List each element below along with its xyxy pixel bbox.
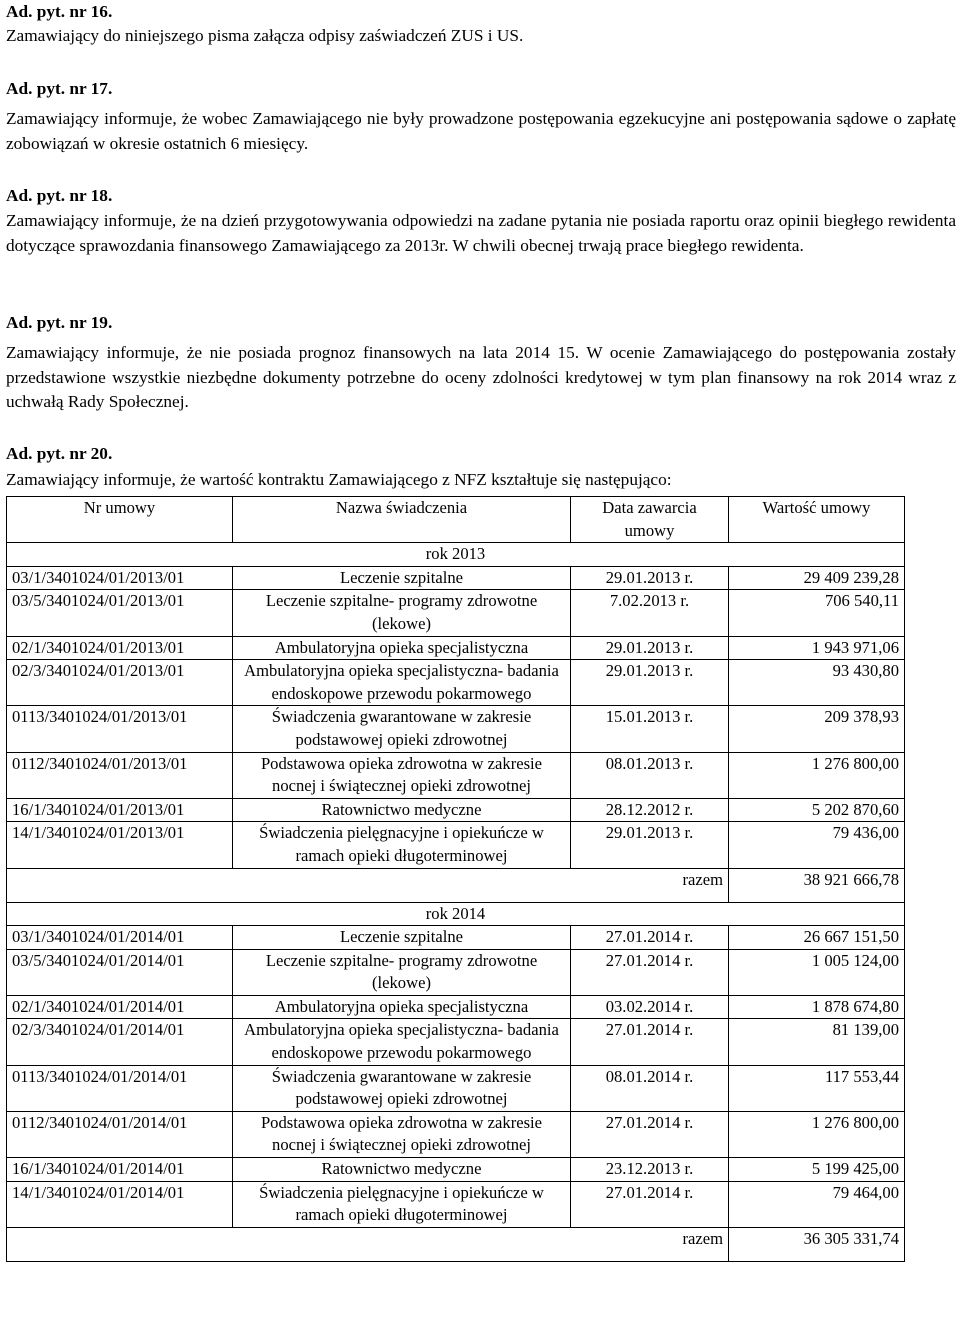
service-name-cell: Ratownictwo medyczne (233, 1158, 571, 1182)
year-row-2014 (7, 902, 905, 926)
contract-number-cell: 02/3/3401024/01/2014/01 (7, 1019, 233, 1065)
table-row (7, 1065, 905, 1111)
contract-value-cell: 79 436,00 (729, 822, 905, 868)
service-name-cell: Ambulatoryjna opieka specjalistyczna (233, 995, 571, 1019)
contract-number-cell: 02/1/3401024/01/2014/01 (7, 995, 233, 1019)
table-sum-2014 (7, 1227, 905, 1261)
sum-label-2014: razem (7, 1227, 729, 1261)
contract-value-cell: 93 430,80 (729, 660, 905, 706)
service-name-cell: Ambulatoryjna opieka specjalistyczna- badania endoskopowe przewodu pokarmowego (233, 660, 571, 706)
contract-value-cell: 5 199 425,00 (729, 1158, 905, 1182)
contract-value-cell: 1 005 124,00 (729, 949, 905, 995)
table-row (7, 636, 905, 660)
table-rows-2014 (7, 926, 905, 1228)
service-name-cell: Świadczenia pielęgnacyjne i opiekuńcze w ramach opieki długoterminowej (233, 822, 571, 868)
service-name-cell: Świadczenia gwarantowane w zakresie podstawowej opieki zdrowotnej (233, 1065, 571, 1111)
contract-date-cell: 29.01.2013 r. (571, 636, 729, 660)
contract-date-cell: 15.01.2013 r. (571, 706, 729, 752)
contract-number-cell: 03/1/3401024/01/2013/01 (7, 566, 233, 590)
service-name-cell: Ambulatoryjna opieka specjalistyczna (233, 636, 571, 660)
table-row (7, 590, 905, 636)
table-row (7, 660, 905, 706)
service-name-cell: Leczenie szpitalne- programy zdrowotne (lekowe) (233, 590, 571, 636)
header-data-zawarcia: Data zawarcia umowy (571, 497, 729, 543)
table-row (7, 926, 905, 950)
contract-value-cell: 5 202 870,60 (729, 798, 905, 822)
contract-number-cell: 02/1/3401024/01/2013/01 (7, 636, 233, 660)
sum-label-2013: razem (7, 868, 729, 902)
service-name-cell: Leczenie szpitalne (233, 926, 571, 950)
contract-value-cell: 1 276 800,00 (729, 752, 905, 798)
service-name-cell: Leczenie szpitalne- programy zdrowotne (lekowe) (233, 949, 571, 995)
contract-value-cell: 29 409 239,28 (729, 566, 905, 590)
sum-row-2013 (7, 868, 905, 902)
sum-value-2014: 36 305 331,74 (729, 1227, 905, 1261)
sum-value-2013: 38 921 666,78 (729, 868, 905, 902)
contract-date-cell: 29.01.2013 r. (571, 566, 729, 590)
service-name-cell: Podstawowa opieka zdrowotna w zakresie nocnej i świątecznej opieki zdrowotnej (233, 752, 571, 798)
contract-number-cell: 0112/3401024/01/2014/01 (7, 1111, 233, 1157)
year-label-2013: rok 2013 (7, 543, 905, 567)
year-label-2014: rok 2014 (7, 902, 905, 926)
section-20-heading: Ad. pyt. nr 20. (6, 444, 113, 463)
section-17-heading: Ad. pyt. nr 17. (6, 79, 113, 98)
section-17-text: Zamawiający informuje, że wobec Zamawiającego nie były prowadzone postępowania egzekucyjne ani postępowania sądowe o zapłatę zobowiązań w okresie ostatnich 6 miesięcy. (6, 109, 956, 153)
service-name-cell: Świadczenia pielęgnacyjne i opiekuńcze w ramach opieki długoterminowej (233, 1181, 571, 1227)
service-name-cell: Leczenie szpitalne (233, 566, 571, 590)
contract-date-cell: 7.02.2013 r. (571, 590, 729, 636)
contract-value-cell: 117 553,44 (729, 1065, 905, 1111)
header-nr-umowy: Nr umowy (7, 497, 233, 543)
section-18-text: Zamawiający informuje, że na dzień przygotowywania odpowiedzi na zadane pytania nie posiada raportu oraz opinii biegłego rewidenta dotyczące sprawozdania finansowego Zamawiającego za 2013r. W chwili obecnej trwają prace biegłego rewidenta. (6, 211, 956, 255)
contract-value-cell: 26 667 151,50 (729, 926, 905, 950)
table-row (7, 798, 905, 822)
table-row (7, 1019, 905, 1065)
contract-number-cell: 16/1/3401024/01/2013/01 (7, 798, 233, 822)
contract-date-cell: 27.01.2014 r. (571, 1181, 729, 1227)
table-row (7, 822, 905, 868)
section-19-text: Zamawiający informuje, że nie posiada prognoz finansowych na lata 2014 15. W ocenie Zamawiającego do postępowania zostały przedstawione wszystkie niezbędne dokumenty potrzebne do oceny zdolności kredytowej w tym plan finansowy na rok 2014 wraz z uchwałą Rady Społecznej. (6, 343, 956, 411)
nfz-contracts-table (6, 496, 905, 1262)
contract-date-cell: 08.01.2014 r. (571, 1065, 729, 1111)
table-row (7, 1181, 905, 1227)
contract-value-cell: 81 139,00 (729, 1019, 905, 1065)
contract-number-cell: 14/1/3401024/01/2013/01 (7, 822, 233, 868)
section-16-text: Zamawiający do niniejszego pisma załącza odpisy zaświadczeń ZUS i US. (6, 26, 524, 45)
service-name-cell: Ambulatoryjna opieka specjalistyczna- badania endoskopowe przewodu pokarmowego (233, 1019, 571, 1065)
section-19-heading: Ad. pyt. nr 19. (6, 313, 113, 332)
contract-date-cell: 03.02.2014 r. (571, 995, 729, 1019)
contract-date-cell: 23.12.2013 r. (571, 1158, 729, 1182)
contract-value-cell: 79 464,00 (729, 1181, 905, 1227)
contract-value-cell: 1 878 674,80 (729, 995, 905, 1019)
contract-date-cell: 27.01.2014 r. (571, 1111, 729, 1157)
section-18-heading: Ad. pyt. nr 18. (6, 186, 113, 205)
sum-row-2014 (7, 1227, 905, 1261)
contract-date-cell: 27.01.2014 r. (571, 1019, 729, 1065)
table-header-row (7, 497, 905, 543)
table-row (7, 995, 905, 1019)
section-16-heading: Ad. pyt. nr 16. (6, 2, 113, 21)
service-name-cell: Podstawowa opieka zdrowotna w zakresie nocnej i świątecznej opieki zdrowotnej (233, 1111, 571, 1157)
contract-date-cell: 29.01.2013 r. (571, 822, 729, 868)
contract-number-cell: 02/3/3401024/01/2013/01 (7, 660, 233, 706)
contract-number-cell: 16/1/3401024/01/2014/01 (7, 1158, 233, 1182)
section-20-text: Zamawiający informuje, że wartość kontraktu Zamawiającego z NFZ kształtuje się następująco: (6, 470, 672, 489)
contract-value-cell: 209 378,93 (729, 706, 905, 752)
contract-number-cell: 0112/3401024/01/2013/01 (7, 752, 233, 798)
year-row-2013 (7, 543, 905, 567)
contract-value-cell: 1 943 971,06 (729, 636, 905, 660)
contract-date-cell: 28.12.2012 r. (571, 798, 729, 822)
contract-date-cell: 27.01.2014 r. (571, 926, 729, 950)
contract-date-cell: 27.01.2014 r. (571, 949, 729, 995)
table-row (7, 949, 905, 995)
contract-number-cell: 14/1/3401024/01/2014/01 (7, 1181, 233, 1227)
service-name-cell: Świadczenia gwarantowane w zakresie podstawowej opieki zdrowotnej (233, 706, 571, 752)
table-row (7, 1158, 905, 1182)
contract-number-cell: 0113/3401024/01/2013/01 (7, 706, 233, 752)
table-row (7, 566, 905, 590)
contract-value-cell: 1 276 800,00 (729, 1111, 905, 1157)
table-body-2013 (7, 543, 905, 567)
service-name-cell: Ratownictwo medyczne (233, 798, 571, 822)
table-row (7, 752, 905, 798)
contract-number-cell: 0113/3401024/01/2014/01 (7, 1065, 233, 1111)
contract-number-cell: 03/5/3401024/01/2014/01 (7, 949, 233, 995)
table-row (7, 1111, 905, 1157)
table-row (7, 706, 905, 752)
header-nazwa-swiadczenia: Nazwa świadczenia (233, 497, 571, 543)
contract-number-cell: 03/5/3401024/01/2013/01 (7, 590, 233, 636)
contract-date-cell: 08.01.2013 r. (571, 752, 729, 798)
contract-value-cell: 706 540,11 (729, 590, 905, 636)
table-rows-2013 (7, 566, 905, 868)
table-sum-2013 (7, 868, 905, 926)
contract-number-cell: 03/1/3401024/01/2014/01 (7, 926, 233, 950)
header-wartosc-umowy: Wartość umowy (729, 497, 905, 543)
contract-date-cell: 29.01.2013 r. (571, 660, 729, 706)
